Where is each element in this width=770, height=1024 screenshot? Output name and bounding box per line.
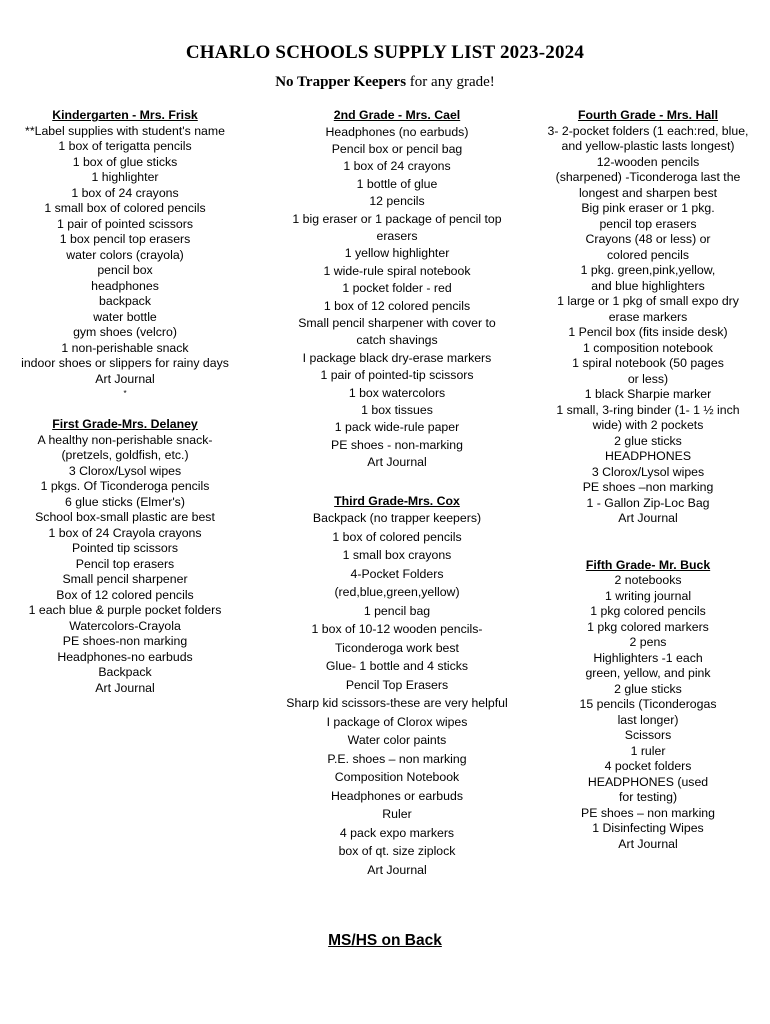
supply-item: 2 notebooks <box>614 573 682 587</box>
supply-item: Ruler <box>382 807 412 822</box>
supply-item: 1 bottle of glue <box>356 176 438 191</box>
supply-item: 3 Clorox/Lysol wipes <box>68 463 182 478</box>
supply-item: 1 spiral notebook (50 pages <box>572 356 724 370</box>
column-middle <box>262 108 532 879</box>
supply-item: Art Journal <box>95 371 155 386</box>
supply-item: Art Journal <box>618 511 678 525</box>
supply-item: 1 box tissues <box>361 403 433 417</box>
supply-item: Art Journal <box>367 455 427 470</box>
supply-item: Pencil Top Erasers <box>345 677 449 692</box>
fourth-grade-heading: Fourth Grade - Mrs. Hall <box>577 108 719 122</box>
supply-item: longest and sharpen best <box>578 185 718 200</box>
fifth-grade-section <box>532 558 764 853</box>
fifth-grade-list <box>532 573 764 852</box>
supply-item: I package of Clorox wipes <box>326 714 468 729</box>
supply-item: 1 pair of pointed-tip scissors <box>320 368 474 383</box>
supply-item: 2 pens <box>629 635 667 649</box>
supply-item: 1 pkg. green,pink,yellow, <box>580 263 716 277</box>
supply-item: 1 box of 24 crayons <box>343 159 451 174</box>
supply-item: 1 pack wide-rule paper <box>334 420 460 435</box>
kindergarten-heading: Kindergarten - Mrs. Frisk <box>52 108 198 122</box>
third-grade-section <box>262 494 532 880</box>
supply-item: 1 Pencil box (fits inside desk) <box>568 325 728 339</box>
supply-item: 15 pencils (Ticonderogas <box>579 697 717 711</box>
supply-item: Big pink eraser or 1 pkg. <box>581 201 715 215</box>
supply-item: Highlighters -1 each <box>593 650 703 665</box>
supply-item: 1 box of 24 crayons <box>71 185 179 200</box>
supply-item: Small pencil sharpener <box>62 572 188 586</box>
supply-item: 1 box watercolors <box>348 385 446 400</box>
supply-item: Art Journal <box>618 836 678 851</box>
supply-item: 1 pkg colored pencils <box>590 604 706 618</box>
supply-item: 1 box of 10-12 wooden pencils- <box>311 622 483 637</box>
supply-item: Box of 12 colored pencils <box>56 587 194 602</box>
supply-item: HEADPHONES <box>604 449 692 463</box>
supply-item: Backpack (no trapper keepers) <box>312 511 482 526</box>
supply-item: and yellow-plastic lasts longest) <box>561 139 735 153</box>
column-right <box>532 108 764 852</box>
kindergarten-section <box>0 108 250 401</box>
supply-item: **Label supplies with student's name <box>25 123 225 138</box>
supply-item: 4-Pocket Folders <box>350 566 444 581</box>
supply-item: 1 box of 12 colored pencils <box>323 298 471 313</box>
supply-item: 1 big eraser or 1 package of pencil top <box>292 211 502 226</box>
ms-hs-note: MS/HS on Back <box>328 932 442 949</box>
supply-item: gym shoes (velcro) <box>73 325 177 339</box>
supply-item: 1 each blue & purple pocket folders <box>28 603 222 617</box>
supply-item: PE shoes - non-marking <box>331 437 463 452</box>
supply-item: (pretzels, goldfish, etc.) <box>61 448 189 462</box>
third-grade-list <box>262 509 532 879</box>
supply-item: P.E. shoes – non marking <box>327 751 467 766</box>
supply-item: 1 box of colored pencils <box>332 529 462 544</box>
supply-item: pencil top erasers <box>599 216 697 231</box>
supply-item: Glue- 1 bottle and 4 sticks <box>325 659 469 674</box>
supply-item: 3 Clorox/Lysol wipes <box>591 464 705 479</box>
supply-item: water colors (crayola) <box>66 247 184 262</box>
supply-item: 1 box of terigatta pencils <box>58 139 192 153</box>
supply-item: 1 box of 24 Crayola crayons <box>48 525 202 540</box>
column-left <box>0 108 250 696</box>
supply-item: PE shoes-non marking <box>62 634 188 648</box>
supply-item: 1 pkg colored markers <box>587 619 709 634</box>
supply-item: School box-small plastic are best <box>35 510 215 524</box>
second-grade-heading: 2nd Grade - Mrs. Cael <box>333 108 461 122</box>
supply-item: HEADPHONES (used <box>587 774 709 789</box>
supply-item: colored pencils <box>606 247 690 262</box>
supply-item: 1 yellow highlighter <box>344 246 450 261</box>
supply-item: Headphones (no earbuds) <box>325 124 469 139</box>
supply-item: catch shavings <box>356 333 438 348</box>
second-grade-list <box>262 124 532 472</box>
supply-item: A healthy non-perishable snack- <box>37 432 213 447</box>
supply-item: 3- 2-pocket folders (1 each:red, blue, <box>547 123 749 138</box>
supply-item: backpack <box>99 294 151 308</box>
supply-item: Small pencil sharpener with cover to <box>298 315 496 330</box>
supply-item: 2 glue sticks <box>614 681 682 696</box>
supply-item: Headphones or earbuds <box>331 788 463 803</box>
supply-item: 1 Disinfecting Wipes <box>592 821 704 835</box>
supply-item: Sharp kid scissors-these are very helpful <box>286 696 508 711</box>
supply-item: 6 glue sticks (Elmer's) <box>65 494 185 509</box>
supply-item: (sharpened) -Ticonderoga last the <box>555 170 741 184</box>
supply-item: 1 small, 3-ring binder (1- 1 ½ inch <box>556 402 740 417</box>
subtitle-text: for any grade! <box>406 74 495 90</box>
second-grade-section <box>262 108 532 472</box>
supply-item: 1 pocket folder - red <box>342 281 452 296</box>
first-grade-list <box>0 433 250 697</box>
supply-item: 2 glue sticks <box>614 433 682 448</box>
supply-item: 1 - Gallon Zip-Loc Bag <box>586 495 710 510</box>
supply-item: PE shoes –non marking <box>582 480 714 494</box>
supply-item: 1 non-perishable snack <box>61 340 189 355</box>
fourth-grade-section <box>532 108 764 527</box>
supply-item: indoor shoes or slippers for rainy days <box>21 356 229 370</box>
supply-item: Ticonderoga work best <box>335 640 459 655</box>
supply-item: Crayons (48 or less) or <box>585 232 711 246</box>
supply-item: 4 pack expo markers <box>339 825 455 840</box>
supply-item: 1 box of glue sticks <box>72 154 178 169</box>
supply-item: for testing) <box>618 790 678 804</box>
supply-item: and blue highlighters <box>591 278 705 293</box>
supply-item: 1 black Sharpie marker <box>584 387 712 401</box>
supply-item: water bottle <box>93 309 157 324</box>
supply-item: 1 box pencil top erasers <box>59 232 191 246</box>
supply-item: Pencil box or pencil bag <box>331 141 463 156</box>
supply-item: 1 ruler <box>630 743 666 758</box>
supply-item: 1 pair of pointed scissors <box>56 216 194 231</box>
supply-item: last longer) <box>617 712 679 727</box>
supply-item: green, yellow, and pink <box>585 666 711 680</box>
supply-item: 1 pkgs. Of Ticonderoga pencils <box>40 479 210 493</box>
supply-item: pencil box <box>97 263 153 277</box>
supply-item: Scissors <box>624 728 672 742</box>
page-subtitle <box>0 74 770 91</box>
kindergarten-list <box>0 124 250 388</box>
supply-item: 1 highlighter <box>91 170 159 184</box>
supply-item: erasers <box>376 228 418 243</box>
supply-item: (red,blue,green,yellow) <box>334 585 460 600</box>
supply-item: PE shoes – non marking <box>581 805 715 820</box>
supply-item: I package black dry-erase markers <box>302 350 492 365</box>
fourth-grade-list <box>532 124 764 527</box>
kindergarten-mark: * <box>123 389 127 398</box>
supply-item: 1 pencil bag <box>363 603 431 618</box>
supply-item: Art Journal <box>367 862 427 877</box>
page-title: CHARLO SCHOOLS SUPPLY LIST 2023-2024 <box>185 42 585 63</box>
supply-item: or less) <box>627 371 669 386</box>
supply-item: headphones <box>91 278 159 293</box>
subtitle-emphasis: No Trapper Keepers <box>275 74 407 90</box>
supply-item: Backpack <box>98 665 152 679</box>
supply-item: Composition Notebook <box>334 770 460 785</box>
supply-item: Water color paints <box>347 733 447 748</box>
supply-item: 12-wooden pencils <box>596 154 700 169</box>
supply-item: 4 pocket folders <box>604 759 692 773</box>
supply-item: Pencil top erasers <box>75 556 175 571</box>
supply-item: wide) with 2 pockets <box>592 418 704 432</box>
supply-item: 1 composition notebook <box>583 340 713 355</box>
supply-item: 12 pencils <box>369 194 425 209</box>
supply-item: Headphones-no earbuds <box>57 649 193 664</box>
fifth-grade-heading: Fifth Grade- Mr. Buck <box>585 557 711 572</box>
supply-item: box of qt. size ziplock <box>338 844 456 859</box>
first-grade-section <box>0 417 250 696</box>
supply-item: 1 wide-rule spiral notebook <box>323 263 471 278</box>
supply-item: Art Journal <box>95 680 155 695</box>
supply-item: 1 writing journal <box>604 588 692 603</box>
third-grade-heading: Third Grade-Mrs. Cox <box>334 493 460 508</box>
supply-item: 1 large or 1 pkg of small expo dry <box>557 294 739 308</box>
supply-item: Pointed tip scissors <box>72 541 178 555</box>
supply-item: Watercolors-Crayola <box>69 618 181 633</box>
supply-item: 1 small box crayons <box>342 548 452 563</box>
supply-item: 1 small box of colored pencils <box>44 201 206 215</box>
first-grade-heading: First Grade-Mrs. Delaney <box>52 417 198 431</box>
supply-item: erase markers <box>608 309 688 324</box>
